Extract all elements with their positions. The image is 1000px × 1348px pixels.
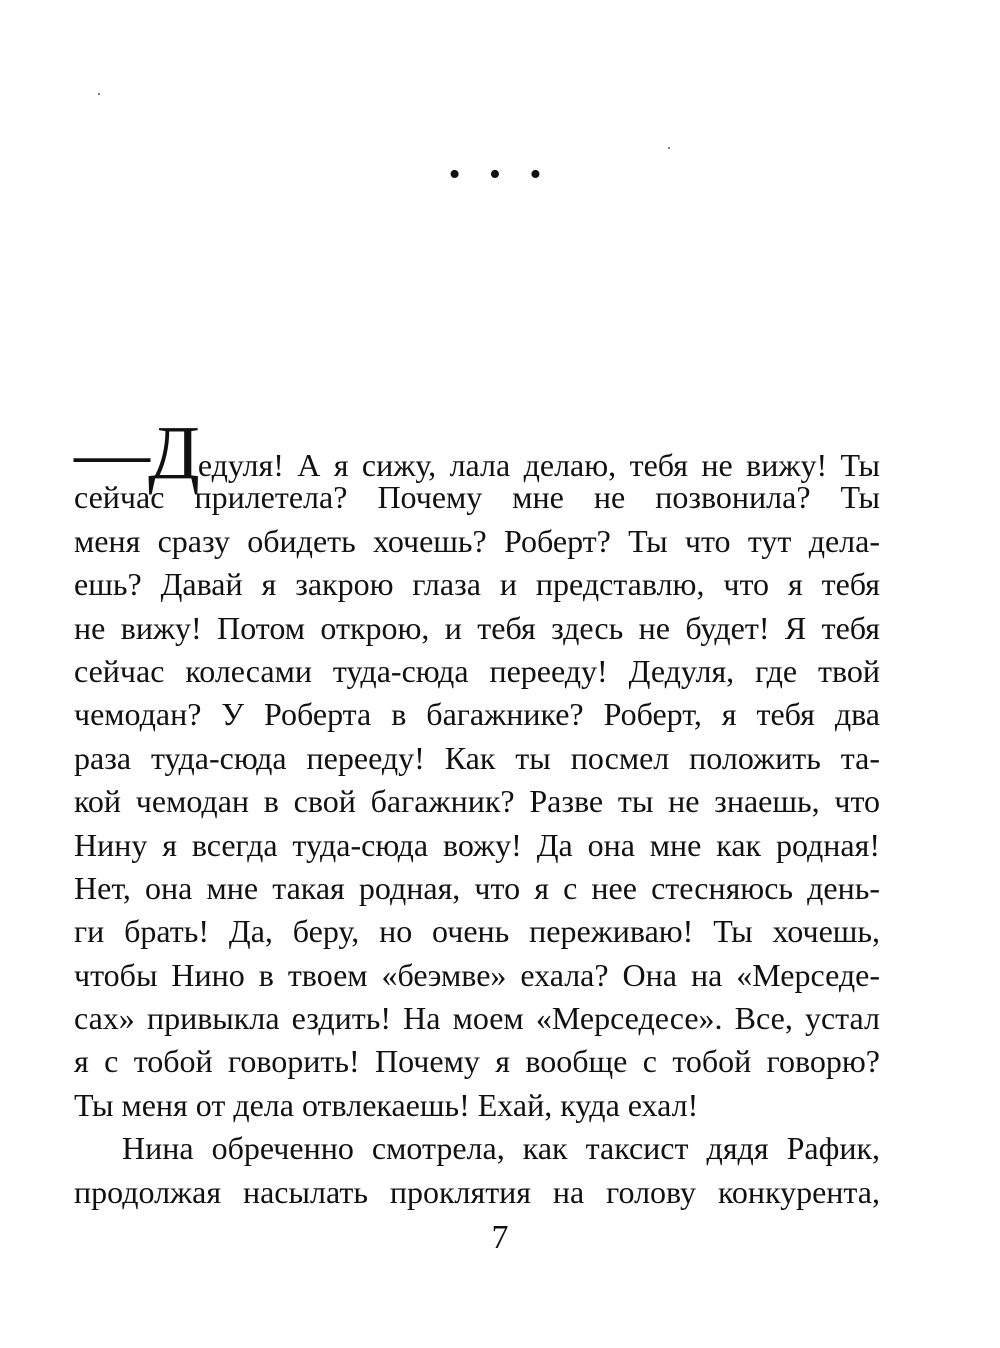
text-line: я с тобой говорить! Почему я вообще с тобой говорю? (74, 1043, 880, 1080)
page-number: 7 (491, 1219, 509, 1256)
body-text (74, 411, 880, 1214)
drop-cap: —Д (74, 411, 198, 495)
text-line: сах» привыкла ездить! На моем «Мерседесе». Все, устал (74, 1000, 880, 1037)
text-line: меня сразу обидеть хочешь? Роберт? Ты что тут дела- (74, 522, 880, 559)
text-line: чемодан? У Роберта в багажнике? Роберт, я тебя два (74, 696, 880, 733)
text-line: продолжая насылать проклятия на голову конкурента, (74, 1173, 880, 1210)
text-line: ги брать! Да, беру, но очень переживаю! Ты хочешь, (74, 913, 880, 950)
text-line-rest: едуля! А я сижу, лала делаю, тебя не вижу! Ты (197, 447, 880, 483)
text-line: раза туда-сюда перееду! Как ты посмел положить та- (74, 739, 880, 776)
section-separator: • • • (448, 156, 552, 193)
text-line: чтобы Нино в твоем «беэмве» ехала? Она на «Мерседе- (74, 956, 880, 993)
text-line: Нина обреченно смотрела, как таксист дядя Рафик, (122, 1130, 880, 1167)
text-line: кой чемодан в свой багажник? Разве ты не знаешь, что (74, 783, 880, 820)
text-line: сейчас прилетела? Почему мне не позвонила? Ты (74, 479, 880, 516)
paper-speck (98, 93, 100, 95)
text-line (74, 411, 880, 495)
text-line: Нину я всегда туда-сюда вожу! Да она мне как родная! (74, 826, 880, 863)
text-line: Нет, она мне такая родная, что я с нее стесняюсь день- (74, 869, 880, 906)
paper-speck (668, 147, 670, 149)
text-line: не вижу! Потом открою, и тебя здесь не будет! Я тебя (74, 609, 880, 646)
text-line: сейчас колесами туда-сюда перееду! Дедуля, где твой (74, 652, 880, 689)
text-line: ешь? Давай я закрою глаза и представлю, что я тебя (74, 566, 880, 603)
text-line: Ты меня от дела отвлекаешь! Ехай, куда ехал! (74, 1086, 699, 1123)
